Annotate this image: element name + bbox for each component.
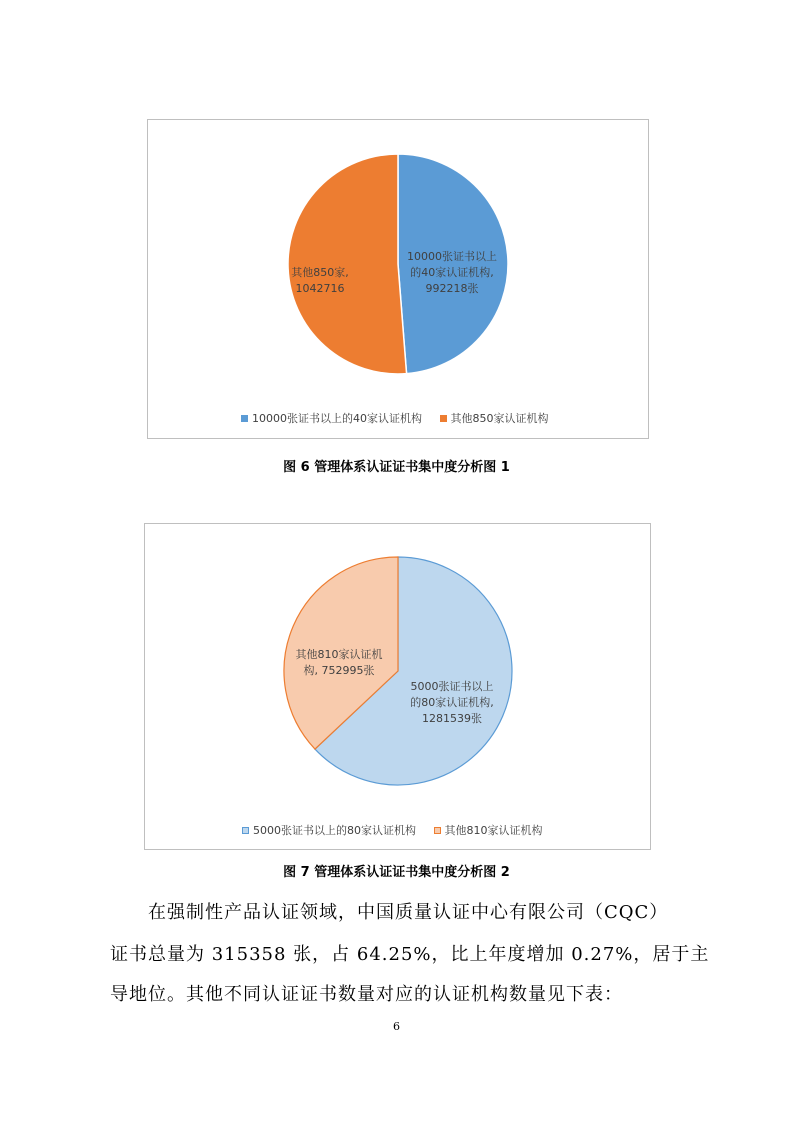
figure-6-caption: 图 6 管理体系认证证书集中度分析图 1: [283, 460, 510, 475]
pie2-slice-1-label: 5000张证书以上的80家认证机构, 1281539张: [410, 680, 494, 725]
body-paragraph-line-2: 证书总量为 315358 张，占 64.25%，比上年度增加 0.27%，居于主: [110, 944, 710, 965]
chart-legend-1: [241, 410, 563, 426]
legend-item-1b: [440, 410, 549, 426]
figure-7-caption: 图 7 管理体系认证证书集中度分析图 2: [283, 865, 510, 880]
body-paragraph-line-1: 在强制性产品认证领域，中国质量认证中心有限公司（CQC）: [148, 902, 669, 923]
legend-label-1b: 其他850家认证机构: [450, 412, 549, 425]
page-number: 6: [393, 1020, 400, 1033]
legend-swatch-1a: [241, 415, 248, 422]
pie1-slice-2: [288, 154, 407, 374]
legend-label-1a: 10000张证书以上的40家认证机构: [252, 412, 422, 425]
pie1-slice-2-label: 其他850家, 1042716: [291, 266, 349, 295]
legend-item-1a: [241, 410, 422, 426]
legend-swatch-2a: [242, 827, 249, 834]
legend-label-2a: 5000张证书以上的80家认证机构: [253, 824, 416, 837]
legend-item-2b: [434, 822, 543, 838]
pie2-slice-2-label: 其他810家认证机构, 752995张: [295, 648, 383, 677]
pie-chart-1: [148, 120, 648, 438]
body-paragraph-line-3: 导地位。其他不同认证证书数量对应的认证机构数量见下表：: [110, 984, 623, 1005]
legend-swatch-2b: [434, 827, 441, 834]
chart-figure-7: [144, 523, 651, 850]
pie1-slice-1-label: 10000张证书以上的40家认证机构, 992218张: [407, 250, 497, 295]
legend-label-2b: 其他810家认证机构: [444, 824, 543, 837]
chart-figure-6: [147, 119, 649, 439]
pie-chart-2: [145, 524, 650, 849]
legend-item-2a: [242, 822, 416, 838]
chart-legend-2: [242, 822, 557, 838]
pie1-slice-1: [398, 154, 508, 374]
legend-swatch-1b: [440, 415, 447, 422]
